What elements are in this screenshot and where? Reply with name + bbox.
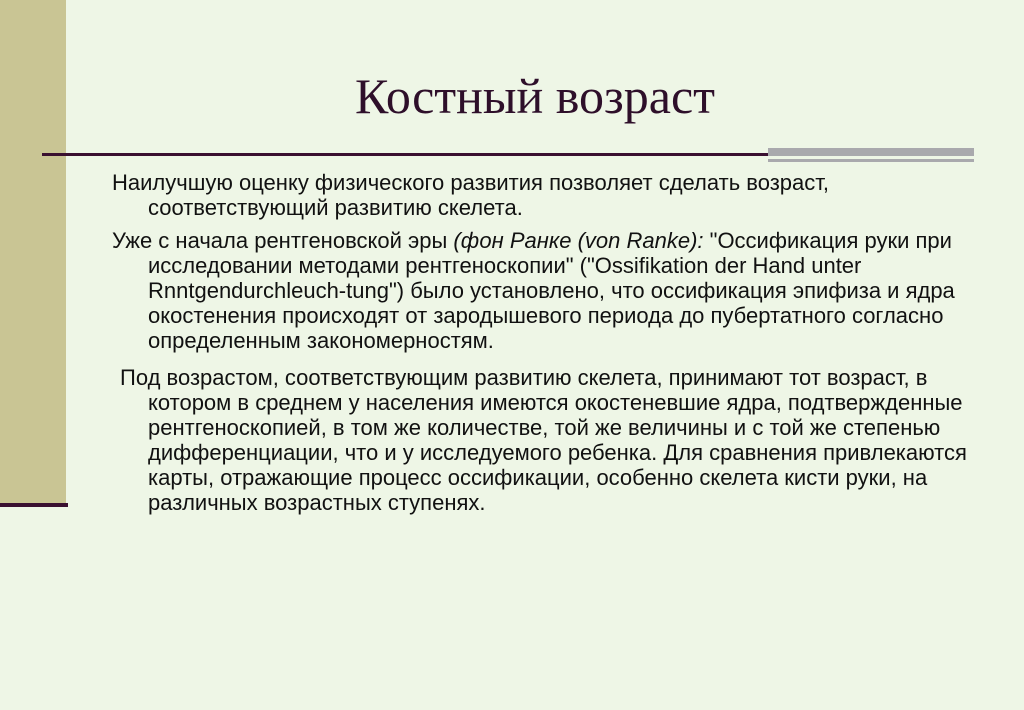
paragraph-2-citation: (фон Ранке (von Ranke): xyxy=(453,228,704,253)
paragraph-1: Наилучшую оценку физического развития позволяет сделать возраст, соответствующий развитию скелета. xyxy=(112,170,830,220)
title-divider-gray xyxy=(768,148,974,156)
slide-title: Костный возраст xyxy=(354,68,715,124)
left-bar-underline xyxy=(0,503,68,507)
title-divider-dark xyxy=(42,153,772,156)
paragraph-3: Под возрастом, соответствующим развитию скелета, принимают тот возраст, в котором в среднем у населения имеются окостеневшие ядра, подтвержденные рентгеноскопией, в том же количестве, той же величины и с той же степенью дифференциации, что и у исследуемого ребенка. Для сравнения привлекаются карты, отражающие процесс оссификации, особенно скелета кисти руки, на различных возрастных ступенях. xyxy=(120,365,967,515)
left-decorative-bar xyxy=(0,0,66,506)
title-divider-gray-thin xyxy=(768,159,974,162)
slide-body xyxy=(112,170,982,523)
paragraph-2 xyxy=(112,228,982,353)
paragraph-2-rest: "Оссификация руки при исследовании методами рентгеноскопии" ("Ossifikation der Hand unter Rnntgendurchleuch-tung") было установлено, что оссификация эпифиза и ядра окостенения происходят от зародышевого периода до пубертатного согласно определенным закономерностям. xyxy=(148,228,955,353)
paragraph-2-lead: Уже с начала рентгеновской эры xyxy=(112,228,454,253)
